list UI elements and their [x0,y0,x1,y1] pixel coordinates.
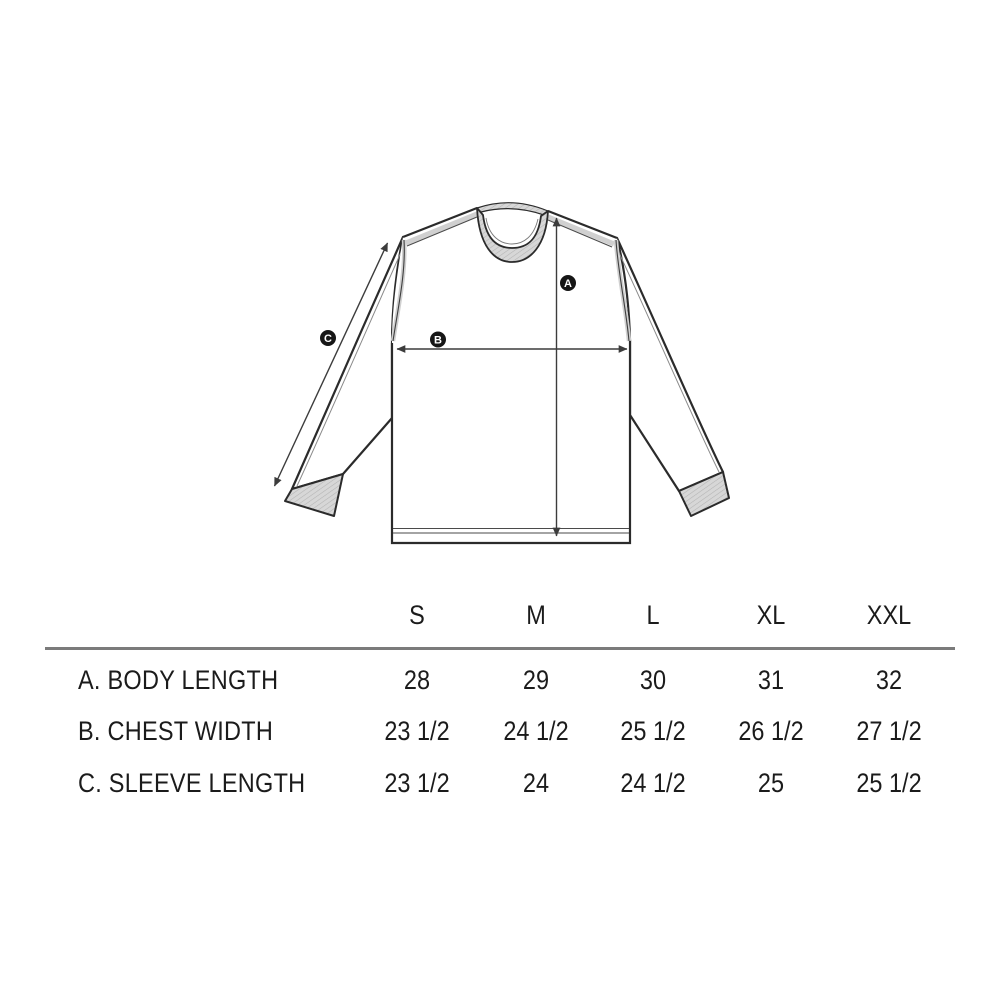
row-label-chest-width: B. CHEST WIDTH [78,716,274,746]
marker-a-label: A [564,278,572,290]
col-header-xxl: XXL [866,600,912,630]
size-value: 32 [875,665,903,695]
size-value: 28 [403,665,431,695]
col-header-m: M [526,600,546,630]
col-header-l: L [646,600,660,630]
size-value: 25 1/2 [620,716,686,746]
size-value: 23 1/2 [384,768,450,798]
size-value: 29 [522,665,550,695]
size-value: 27 1/2 [856,716,922,746]
size-value: 25 [757,768,785,798]
table-divider [45,647,955,650]
size-value: 24 [522,768,550,798]
col-header-xl: XL [756,600,786,630]
row-label-body-length: A. BODY LENGTH [78,665,279,695]
marker-b-label: B [434,334,442,347]
col-header-s: S [409,600,425,630]
row-label-sleeve-length: C. SLEEVE LENGTH [78,768,306,798]
size-value: 30 [639,665,667,695]
size-value: 26 1/2 [738,716,804,746]
size-value: 31 [757,665,785,695]
size-value: 25 1/2 [856,768,922,798]
marker-c-label: C [324,333,332,345]
size-value: 24 1/2 [620,768,686,798]
size-value: 24 1/2 [503,716,569,746]
size-value: 23 1/2 [384,716,450,746]
